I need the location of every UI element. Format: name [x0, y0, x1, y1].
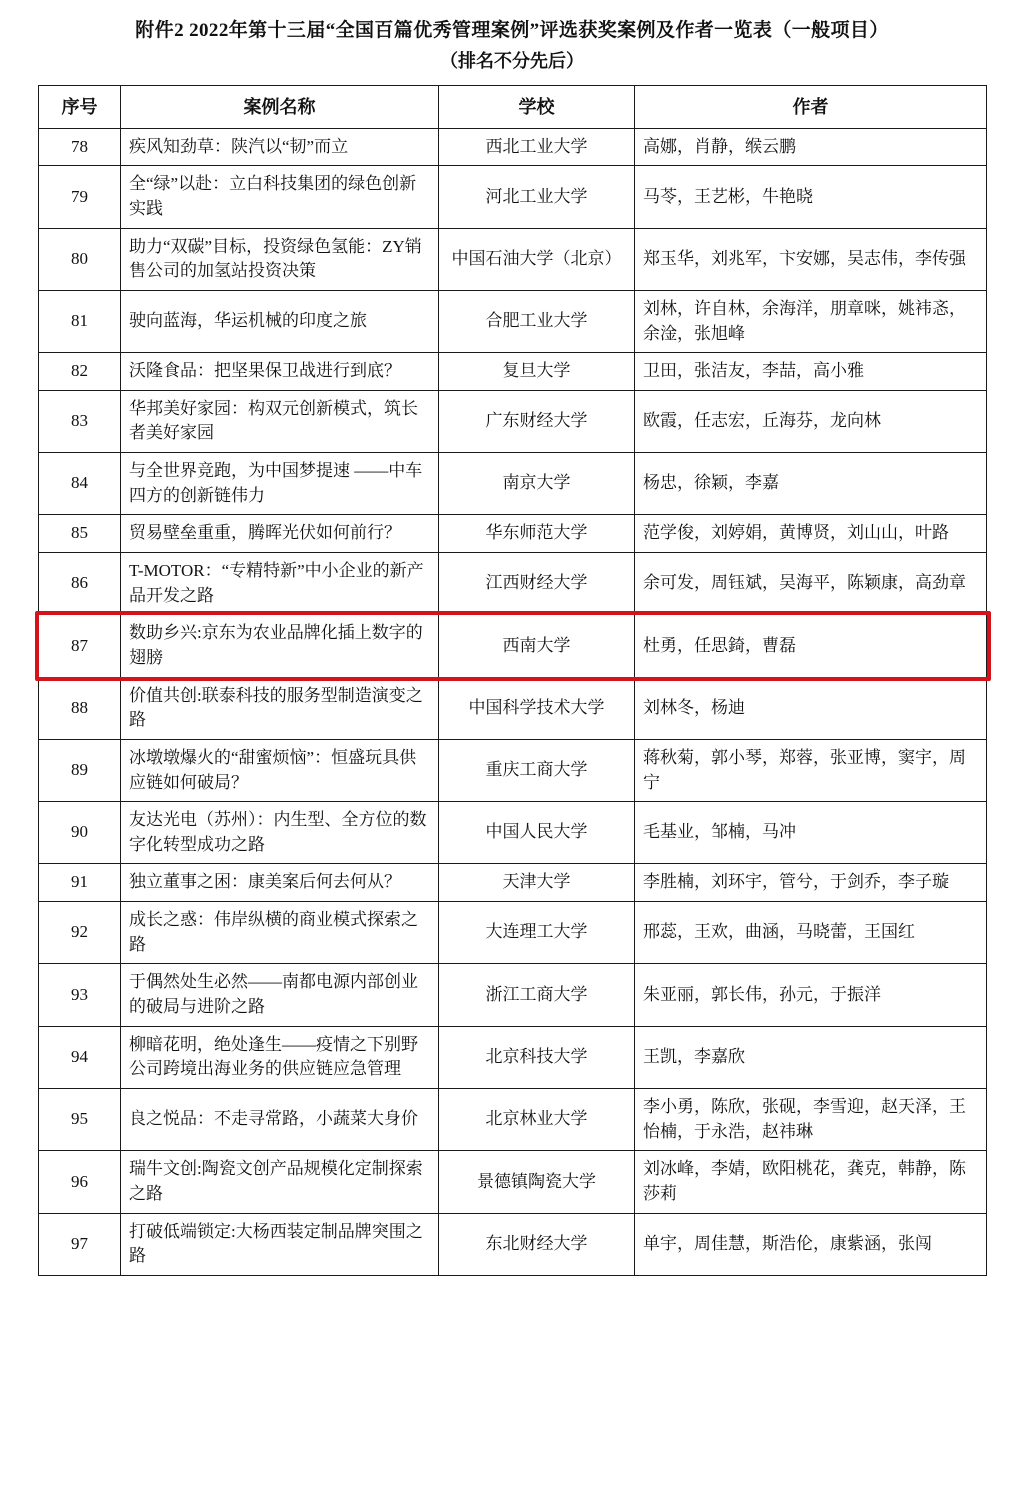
table-row — [39, 515, 987, 553]
cell-sequence-number: 86 — [39, 553, 121, 615]
cell-author: 朱亚丽，郭长伟，孙元，于振洋 — [635, 964, 987, 1026]
cell-sequence-number: 83 — [39, 390, 121, 452]
cell-author: 蒋秋菊，郭小琴，郑蓉，张亚博，窦宇，周宁 — [635, 739, 987, 801]
cell-school: 河北工业大学 — [439, 166, 635, 228]
cell-case-name: 独立董事之困：康美案后何去何从？ — [121, 864, 439, 902]
cell-case-name: 友达光电（苏州）：内生型、全方位的数字化转型成功之路 — [121, 802, 439, 864]
cell-sequence-number: 88 — [39, 677, 121, 739]
cell-author: 刘林冬，杨迪 — [635, 677, 987, 739]
table-row — [39, 615, 987, 677]
cell-case-name: 冰墩墩爆火的“甜蜜烦恼”：恒盛玩具供应链如何破局？ — [121, 739, 439, 801]
cell-school: 华东师范大学 — [439, 515, 635, 553]
table-header-row — [39, 85, 987, 128]
cell-school: 大连理工大学 — [439, 902, 635, 964]
table-row — [39, 128, 987, 166]
cell-sequence-number: 91 — [39, 864, 121, 902]
table-row — [39, 1026, 987, 1088]
table-row — [39, 228, 987, 290]
cell-author: 李小勇，陈欣，张砚，李雪迎，赵天泽，王怡楠，于永浩，赵祎琳 — [635, 1088, 987, 1150]
cell-author: 杜勇，任思錡，曹磊 — [635, 615, 987, 677]
cell-school: 北京科技大学 — [439, 1026, 635, 1088]
table-row — [39, 677, 987, 739]
cell-school: 西北工业大学 — [439, 128, 635, 166]
cell-case-name: 瑞牛文创:陶瓷文创产品规模化定制探索之路 — [121, 1151, 439, 1213]
cell-case-name: T-MOTOR：“专精特新”中小企业的新产品开发之路 — [121, 553, 439, 615]
table-row — [39, 290, 987, 352]
table-row — [39, 1151, 987, 1213]
table-row — [39, 1088, 987, 1150]
column-header-case-name: 案例名称 — [121, 85, 439, 128]
table-body — [39, 128, 987, 1275]
cell-sequence-number: 82 — [39, 353, 121, 391]
cell-sequence-number: 90 — [39, 802, 121, 864]
page-title: 附件2 2022年第十三届“全国百篇优秀管理案例”评选获奖案例及作者一览表（一般项目） — [135, 20, 889, 41]
cell-author: 范学俊，刘婷娟，黄博贤，刘山山，叶路 — [635, 515, 987, 553]
cell-sequence-number: 94 — [39, 1026, 121, 1088]
cell-case-name: 价值共创:联泰科技的服务型制造演变之路 — [121, 677, 439, 739]
cell-case-name: 助力“双碳”目标，投资绿色氢能：ZY销售公司的加氢站投资决策 — [121, 228, 439, 290]
cell-author: 卫田，张洁友，李喆，高小雅 — [635, 353, 987, 391]
column-header-school: 学校 — [439, 85, 635, 128]
cell-sequence-number: 93 — [39, 964, 121, 1026]
cell-sequence-number: 95 — [39, 1088, 121, 1150]
cell-author: 邢蕊，王欢，曲涵，马晓蕾，王国红 — [635, 902, 987, 964]
cell-sequence-number: 80 — [39, 228, 121, 290]
cell-case-name: 华邦美好家园：构双元创新模式，筑长者美好家园 — [121, 390, 439, 452]
cell-author: 杨忠，徐颖，李嘉 — [635, 453, 987, 515]
table-row — [39, 166, 987, 228]
table-row — [39, 453, 987, 515]
cell-author: 王凯，李嘉欣 — [635, 1026, 987, 1088]
table-row — [39, 739, 987, 801]
cell-school: 广东财经大学 — [439, 390, 635, 452]
cell-case-name: 成长之惑：伟岸纵横的商业模式探索之路 — [121, 902, 439, 964]
cell-sequence-number: 92 — [39, 902, 121, 964]
cell-school: 重庆工商大学 — [439, 739, 635, 801]
cell-author: 马苓，王艺彬，牛艳晓 — [635, 166, 987, 228]
cell-school: 中国人民大学 — [439, 802, 635, 864]
table-row — [39, 964, 987, 1026]
cell-author: 刘冰峰，李婧，欧阳桃花，龚克，韩静，陈莎莉 — [635, 1151, 987, 1213]
cell-author: 刘林，许自林，余海洋，朋章咪，姚袆忞，余淦，张旭峰 — [635, 290, 987, 352]
cell-sequence-number: 87 — [39, 615, 121, 677]
table-row — [39, 802, 987, 864]
cell-school: 浙江工商大学 — [439, 964, 635, 1026]
cell-author: 余可发，周钰斌，吴海平，陈颖康，高劲章 — [635, 553, 987, 615]
cell-author: 高娜，肖静，缑云鹏 — [635, 128, 987, 166]
cell-school: 北京林业大学 — [439, 1088, 635, 1150]
cell-case-name: 贸易壁垒重重，腾晖光伏如何前行？ — [121, 515, 439, 553]
cell-case-name: 柳暗花明，绝处逢生——疫情之下别野公司跨境出海业务的供应链应急管理 — [121, 1026, 439, 1088]
cell-case-name: 于偶然处生必然——南都电源内部创业的破局与进阶之路 — [121, 964, 439, 1026]
cell-author: 单宇，周佳慧，斯浩伦，康紫涵，张闯 — [635, 1213, 987, 1275]
cell-school: 东北财经大学 — [439, 1213, 635, 1275]
cell-sequence-number: 85 — [39, 515, 121, 553]
cell-sequence-number: 78 — [39, 128, 121, 166]
cell-sequence-number: 96 — [39, 1151, 121, 1213]
page-subtitle: （排名不分先后） — [440, 51, 584, 72]
cell-school: 合肥工业大学 — [439, 290, 635, 352]
cell-school: 景德镇陶瓷大学 — [439, 1151, 635, 1213]
table-row — [39, 902, 987, 964]
cell-case-name: 打破低端锁定:大杨西装定制品牌突围之路 — [121, 1213, 439, 1275]
cell-author: 欧霞，任志宏，丘海芬，龙向林 — [635, 390, 987, 452]
cell-case-name: 良之悦品：不走寻常路，小蔬菜大身价 — [121, 1088, 439, 1150]
cell-school: 复旦大学 — [439, 353, 635, 391]
cell-case-name: 驶向蓝海，华运机械的印度之旅 — [121, 290, 439, 352]
cell-school: 南京大学 — [439, 453, 635, 515]
cell-school: 江西财经大学 — [439, 553, 635, 615]
cell-school: 中国石油大学（北京） — [439, 228, 635, 290]
cell-sequence-number: 97 — [39, 1213, 121, 1275]
table-row — [39, 353, 987, 391]
cell-school: 西南大学 — [439, 615, 635, 677]
column-header-author: 作者 — [635, 85, 987, 128]
cell-author: 郑玉华，刘兆军，卞安娜，吴志伟，李传强 — [635, 228, 987, 290]
cell-case-name: 与全世界竞跑，为中国梦提速 ——中车四方的创新链伟力 — [121, 453, 439, 515]
cell-school: 天津大学 — [439, 864, 635, 902]
cell-sequence-number: 84 — [39, 453, 121, 515]
cell-school: 中国科学技术大学 — [439, 677, 635, 739]
cell-sequence-number: 81 — [39, 290, 121, 352]
table-row — [39, 864, 987, 902]
table-row — [39, 390, 987, 452]
cell-case-name: 疾风知劲草：陕汽以“韧”而立 — [121, 128, 439, 166]
table-row — [39, 1213, 987, 1275]
cell-author: 李胜楠，刘环宇，管兮，于剑乔，李子璇 — [635, 864, 987, 902]
table-row — [39, 553, 987, 615]
cell-sequence-number: 79 — [39, 166, 121, 228]
cell-case-name: 沃隆食品：把坚果保卫战进行到底？ — [121, 353, 439, 391]
award-list-table — [38, 85, 987, 1276]
cell-case-name: 全“绿”以赴：立白科技集团的绿色创新实践 — [121, 166, 439, 228]
cell-author: 毛基业，邹楠，马冲 — [635, 802, 987, 864]
column-header-no: 序号 — [39, 85, 121, 128]
cell-sequence-number: 89 — [39, 739, 121, 801]
cell-case-name: 数助乡兴:京东为农业品牌化插上数字的翅膀 — [121, 615, 439, 677]
